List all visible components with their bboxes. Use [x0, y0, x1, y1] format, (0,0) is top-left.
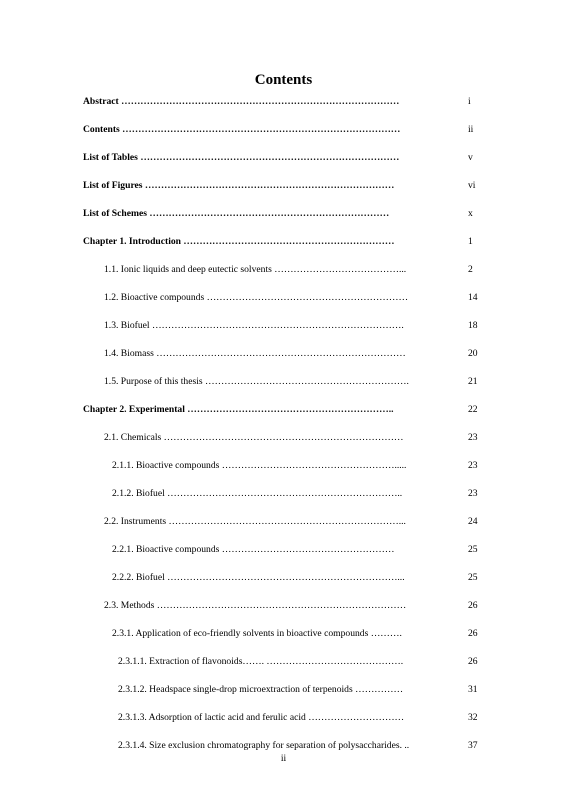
toc-entry-label: 2.3.1.4. Size exclusion chromatography for separation of polysaccharides. .. — [118, 740, 410, 751]
toc-entry-2-1[interactable] — [104, 431, 504, 445]
toc-entry-label: 2.3.1. Application of eco-friendly solvents in bioactive compounds ………. — [112, 628, 402, 639]
toc-entry-label: 1.5. Purpose of this thesis ………………………………………………………. — [104, 376, 409, 387]
toc-page-number: 23 — [468, 432, 478, 443]
toc-entry-label: Chapter 1. Introduction ………………………………………………………… — [83, 236, 395, 247]
toc-entry-label: List of Tables ……………………………………………………………………… — [83, 152, 400, 163]
toc-entry-1-2[interactable] — [104, 291, 504, 305]
toc-entry-2-3-1-4[interactable] — [118, 739, 504, 753]
toc-page-number: vi — [468, 180, 476, 191]
toc-entry-label: 2.1.1. Bioactive compounds ………………………………………………..... — [112, 460, 407, 471]
toc-entry-label: 2.3.1.3. Adsorption of lactic acid and ferulic acid ………………………… — [118, 712, 405, 723]
toc-page-number: 2 — [468, 264, 473, 275]
toc-page-number: 26 — [468, 600, 478, 611]
toc-entry-1-1[interactable] — [104, 263, 504, 277]
toc-entry-2-3-1-1[interactable] — [118, 655, 504, 669]
toc-entry-list-of-tables[interactable] — [83, 151, 503, 165]
toc-page-number: 24 — [468, 516, 478, 527]
footer-page-number: ii — [280, 753, 287, 764]
toc-entry-2-3-1-3[interactable] — [118, 711, 504, 725]
toc-page-number: 37 — [468, 740, 478, 751]
toc-entry-2-1-1[interactable] — [112, 459, 504, 473]
toc-entry-list-of-figures[interactable] — [83, 179, 503, 193]
toc-entry-2-2[interactable] — [104, 515, 504, 529]
toc-page-number: 14 — [468, 292, 478, 303]
toc-entry-2-2-2[interactable] — [112, 571, 504, 585]
toc-entry-label: Abstract …………………………………………………………………………… — [83, 96, 400, 107]
toc-entry-abstract[interactable] — [83, 95, 503, 109]
toc-page-number: 23 — [468, 488, 478, 499]
toc-entry-chapter-2[interactable] — [83, 403, 503, 417]
toc-entry-label: 1.3. Biofuel ……………………………………………………………………. — [104, 320, 404, 331]
toc-page-number: 23 — [468, 460, 478, 471]
page-title: Contents — [254, 72, 313, 88]
toc-entry-1-5[interactable] — [104, 375, 504, 389]
toc-entry-label: 2.1.2. Biofuel ……………………………………………………………….. — [112, 488, 403, 499]
toc-entry-label: Contents …………………………………………………………………………… — [83, 124, 401, 135]
toc-entry-label: 1.2. Bioactive compounds ……………………………………………………… — [104, 292, 409, 303]
toc-page-number: 18 — [468, 320, 478, 331]
toc-entry-contents[interactable] — [83, 123, 503, 137]
toc-entry-2-3[interactable] — [104, 599, 504, 613]
toc-entry-label: 2.2.1. Bioactive compounds ……………………………………………… — [112, 544, 395, 555]
toc-entry-1-4[interactable] — [104, 347, 504, 361]
toc-entry-list-of-schemes[interactable] — [83, 207, 503, 221]
toc-entry-1-3[interactable] — [104, 319, 504, 333]
toc-entry-2-3-1[interactable] — [112, 627, 504, 641]
toc-page-number: x — [468, 208, 473, 219]
toc-page-number: 31 — [468, 684, 478, 695]
toc-entry-chapter-1[interactable] — [83, 235, 503, 249]
toc-entry-2-2-1[interactable] — [112, 543, 504, 557]
toc-page-number: v — [468, 152, 473, 163]
toc-entry-label: 2.2. Instruments ………………………………………………………………... — [104, 516, 406, 527]
toc-page-number: 32 — [468, 712, 478, 723]
toc-page-number: 26 — [468, 628, 478, 639]
toc-entry-label: 2.1. Chemicals ………………………………………………………………… — [104, 432, 404, 443]
toc-page-number: 20 — [468, 348, 478, 359]
toc-entry-2-3-1-2[interactable] — [118, 683, 504, 697]
toc-page-number: 25 — [468, 544, 478, 555]
toc-page-number: ii — [468, 124, 474, 135]
toc-page-number: 26 — [468, 656, 478, 667]
toc-entry-label: Chapter 2. Experimental ……………………………………………………….. — [83, 404, 394, 415]
toc-entry-label: List of Schemes ………………………………………………………………… — [83, 208, 390, 219]
toc-page-number: 22 — [468, 404, 478, 415]
toc-entry-label: 2.2.2. Biofuel ………………………………………………………………... — [112, 572, 405, 583]
toc-page-number: i — [468, 96, 471, 107]
toc-page-number: 25 — [468, 572, 478, 583]
toc-entry-label: 1.4. Biomass …………………………………………………………………… — [104, 348, 406, 359]
toc-entry-label: 2.3.1.1. Extraction of flavonoids……. ……………………………………. — [118, 656, 404, 667]
toc-entry-label: 2.3. Methods …………………………………………………………………… — [104, 600, 407, 611]
toc-entry-2-1-2[interactable] — [112, 487, 504, 501]
toc-page-number: 21 — [468, 376, 478, 387]
toc-entry-label: 1.1. Ionic liquids and deep eutectic solvents …………………………………... — [104, 264, 407, 275]
toc-entry-label: List of Figures …………………………………………………………………… — [83, 180, 395, 191]
toc-entry-label: 2.3.1.2. Headspace single-drop microextraction of terpenoids …………… — [118, 684, 404, 695]
toc-page-number: 1 — [468, 236, 473, 247]
